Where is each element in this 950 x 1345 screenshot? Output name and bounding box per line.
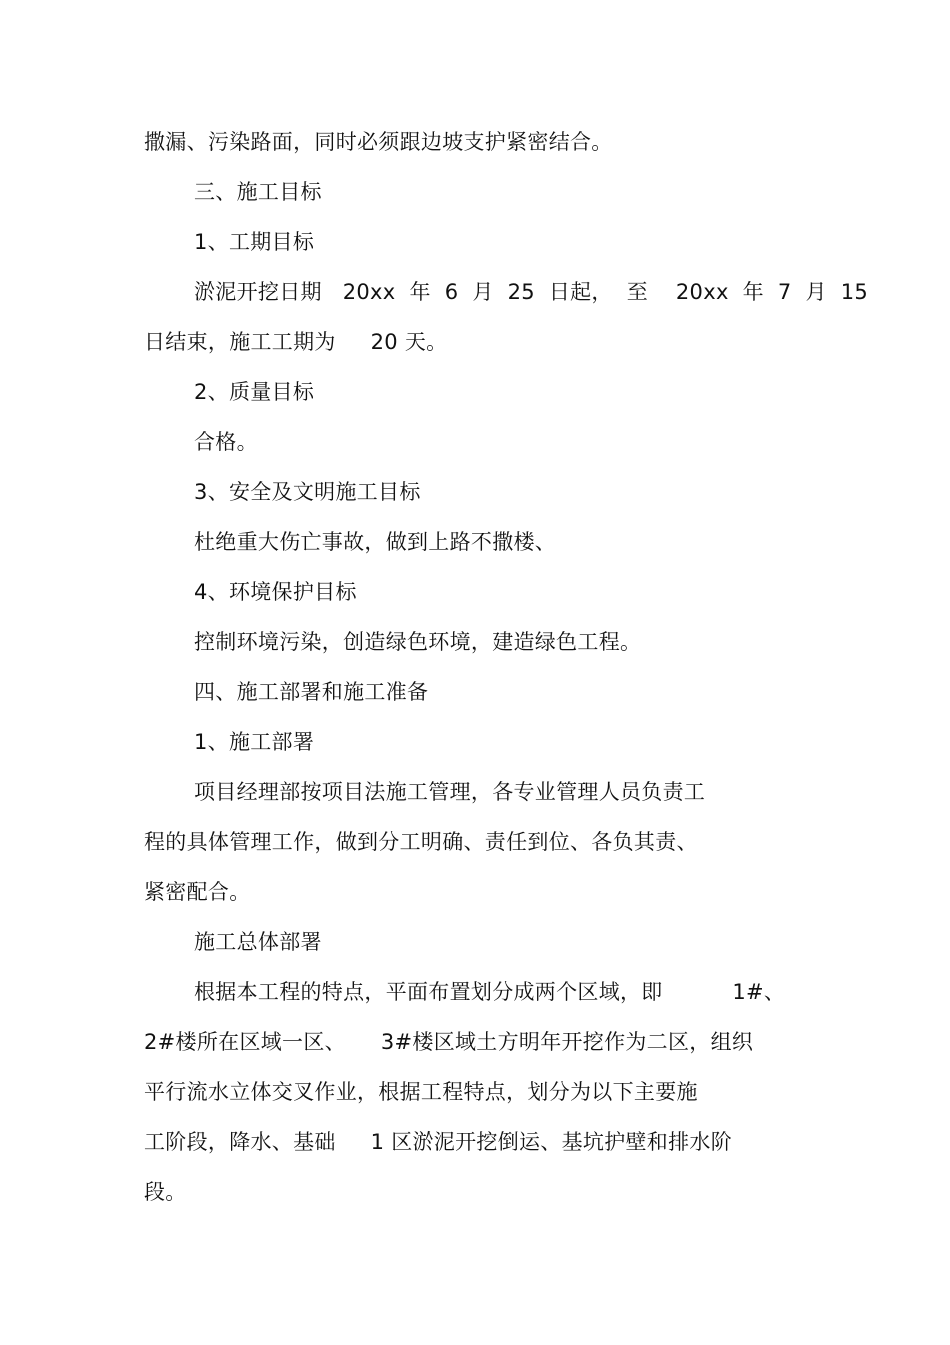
body-line: 撒漏、污染路面，同时必须跟边坡支护紧密结合。 bbox=[144, 130, 613, 154]
subsection-heading: 1、施工部署 bbox=[194, 730, 315, 754]
body-line: 段。 bbox=[144, 1180, 187, 1204]
body-line: 淤泥开挖日期 20xx 年 6 月 25 日起， 至 20xx 年 7 月 15 bbox=[194, 280, 869, 304]
subsection-heading: 1、工期目标 bbox=[194, 230, 315, 254]
body-line: 合格。 bbox=[194, 430, 258, 454]
section-heading: 四、施工部署和施工准备 bbox=[194, 680, 429, 704]
body-line: 程的具体管理工作，做到分工明确、责任到位、各负其责、 bbox=[144, 830, 698, 854]
body-line: 工阶段，降水、基础 1 区淤泥开挖倒运、基坑护壁和排水阶 bbox=[144, 1130, 733, 1154]
subsection-heading: 施工总体部署 bbox=[194, 930, 322, 954]
body-line: 日结束，施工工期为 20 天。 bbox=[144, 330, 448, 354]
body-line: 2#楼所在区域一区、 3#楼区域土方明年开挖作为二区，组织 bbox=[144, 1030, 754, 1054]
body-line: 杜绝重大伤亡事故，做到上路不撒楼、 bbox=[194, 530, 557, 554]
subsection-heading: 2、质量目标 bbox=[194, 380, 315, 404]
section-heading: 三、施工目标 bbox=[194, 180, 322, 204]
body-line: 项目经理部按项目法施工管理，各专业管理人员负责工 bbox=[194, 780, 706, 804]
body-line: 紧密配合。 bbox=[144, 880, 251, 904]
body-line: 平行流水立体交叉作业，根据工程特点，划分为以下主要施 bbox=[144, 1080, 698, 1104]
body-line: 控制环境污染，创造绿色环境，建造绿色工程。 bbox=[194, 630, 642, 654]
subsection-heading: 3、安全及文明施工目标 bbox=[194, 480, 421, 504]
subsection-heading: 4、环境保护目标 bbox=[194, 580, 357, 604]
body-line: 根据本工程的特点，平面布置划分成两个区域，即 1#、 bbox=[194, 980, 786, 1004]
